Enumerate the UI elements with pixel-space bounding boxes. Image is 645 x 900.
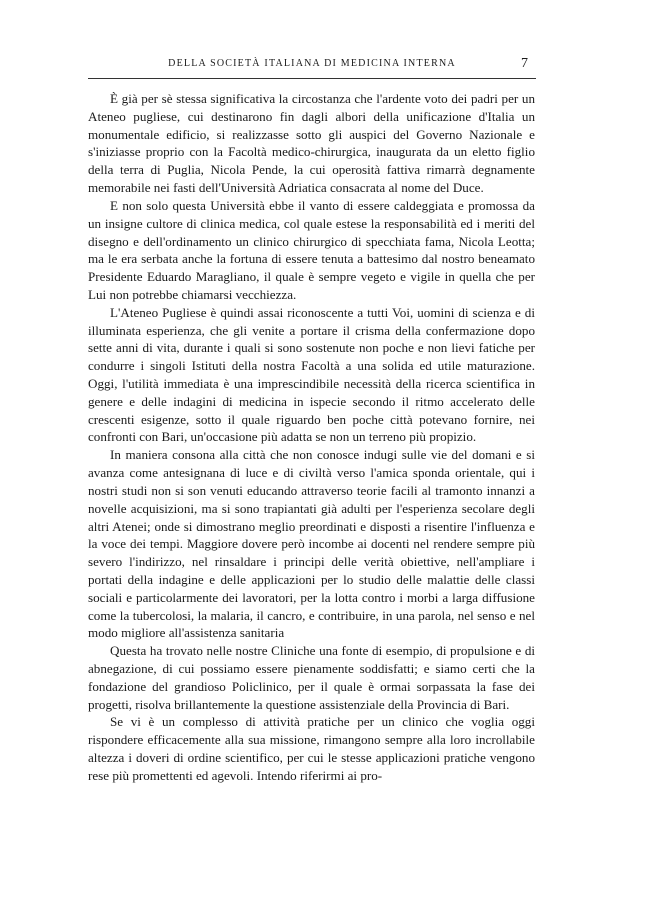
paragraph: Questa ha trovato nelle nostre Cliniche una fonte di esempio, di propulsione e di abnegazione, di cui possiamo essere pienamente soddisfatti; e siamo certi che la fondazione del grandioso Policlinico, per il quale è ormai sorpassata la fase dei progetti, risolva brillantemente la questione assistenziale della Provincia di Bari. (88, 643, 535, 712)
paragraph: E non solo questa Università ebbe il vanto di essere caldeggiata e promossa da un insigne cultore di clinica medica, col quale estese la responsabilità ed i meriti del disegno e dell'ordinamento un clinico chirurgico di specchiata fama, Nicola Leotta; ma le era serbata anche la fortuna di essere tenuta a battesimo dal nostro beneamato Presidente Eduardo Maragliano, il quale è sempre vegeto e vigile in quella che per Lui non potrebbe chiamarsi vecchiezza. (88, 197, 535, 302)
page-number: 7 (521, 56, 528, 71)
running-title: DELLA SOCIETÀ ITALIANA DI MEDICINA INTERNA (168, 58, 456, 69)
page-header (88, 58, 536, 76)
paragraph: Se vi è un complesso di attività pratiche per un clinico che voglia oggi rispondere efficacemente alla sua missione, rimangono sempre alla loro incrollabile altezza i doveri di ordine scientifico, per cui le stesse applicazioni pratiche vengono rese più promettenti ed agevoli. Intendo riferirmi ai pro- (88, 714, 535, 783)
paragraph: È già per sè stessa significativa la circostanza che l'ardente voto dei padri per un Ateneo pugliese, cui destinarono fin dagli albori della unificazione d'Italia un monumentale edificio, si realizzasse sotto gli auspici del Governo Nazionale e s'iniziasse proprio con la Facoltà medico-chirurgica, inaugurata da un eletto figlio della terra di Puglia, Nicola Pende, la cui operosità fattiva rimarrà degnamente memorabile nei fasti dell'Università Adriatica consacrata al nome del Duce. (88, 91, 535, 196)
header-rule (88, 78, 536, 79)
paragraph: L'Ateneo Pugliese è quindi assai riconoscente a tutti Voi, uomini di scienza e di illuminata esperienza, che gli venite a portare il crisma della confermazione dopo sette anni di vita, durante i quali si sono sostenute non poche e non lievi fatiche per condurre i singoli Istituti della nostra Facoltà a una solida ed utile maturazione. Oggi, l'utilità immediata è una imprescindibile necessità della ricerca scientifica in genere e delle indagini di medicina in ispecie secondo il ritmo accelerato delle crescenti esigenze, sotto il quale riguardo ben poche città potevano fornire, nei confronti con Bari, un'occasione più adatta se non un terreno più propizio. (88, 304, 535, 445)
body-text (88, 90, 535, 785)
paragraph: In maniera consona alla città che non conosce indugi sulle vie del domani e si avanza come antesignana di luce e di civiltà verso l'amica sponda orientale, qui i nostri studi non si son venuti educando attraverso teorie facili al tramonto innanzi a novelle acquisizioni, ma si sono trapiantati già adulti per l'esperienza secolare degli altri Atenei; onde si dimostrano meglio preordinati e disposti a risentire l'influenza e la voce dei tempi. Maggiore dovere però incombe ai docenti nel rendere sempre più severo l'indirizzo, nel rinsaldare i principi delle verità obiettive, nell'ampliare i portati della indagine e delle applicazioni per lo studio delle malattie delle classi sociali e particolarmente dei lavoratori, per la lotta contro i morbi a larga diffusione come la tubercolosi, la malaria, il cancro, e contribuire, in una parola, nel senso e nel modo migliore all'assistenza sanitaria (88, 447, 535, 641)
